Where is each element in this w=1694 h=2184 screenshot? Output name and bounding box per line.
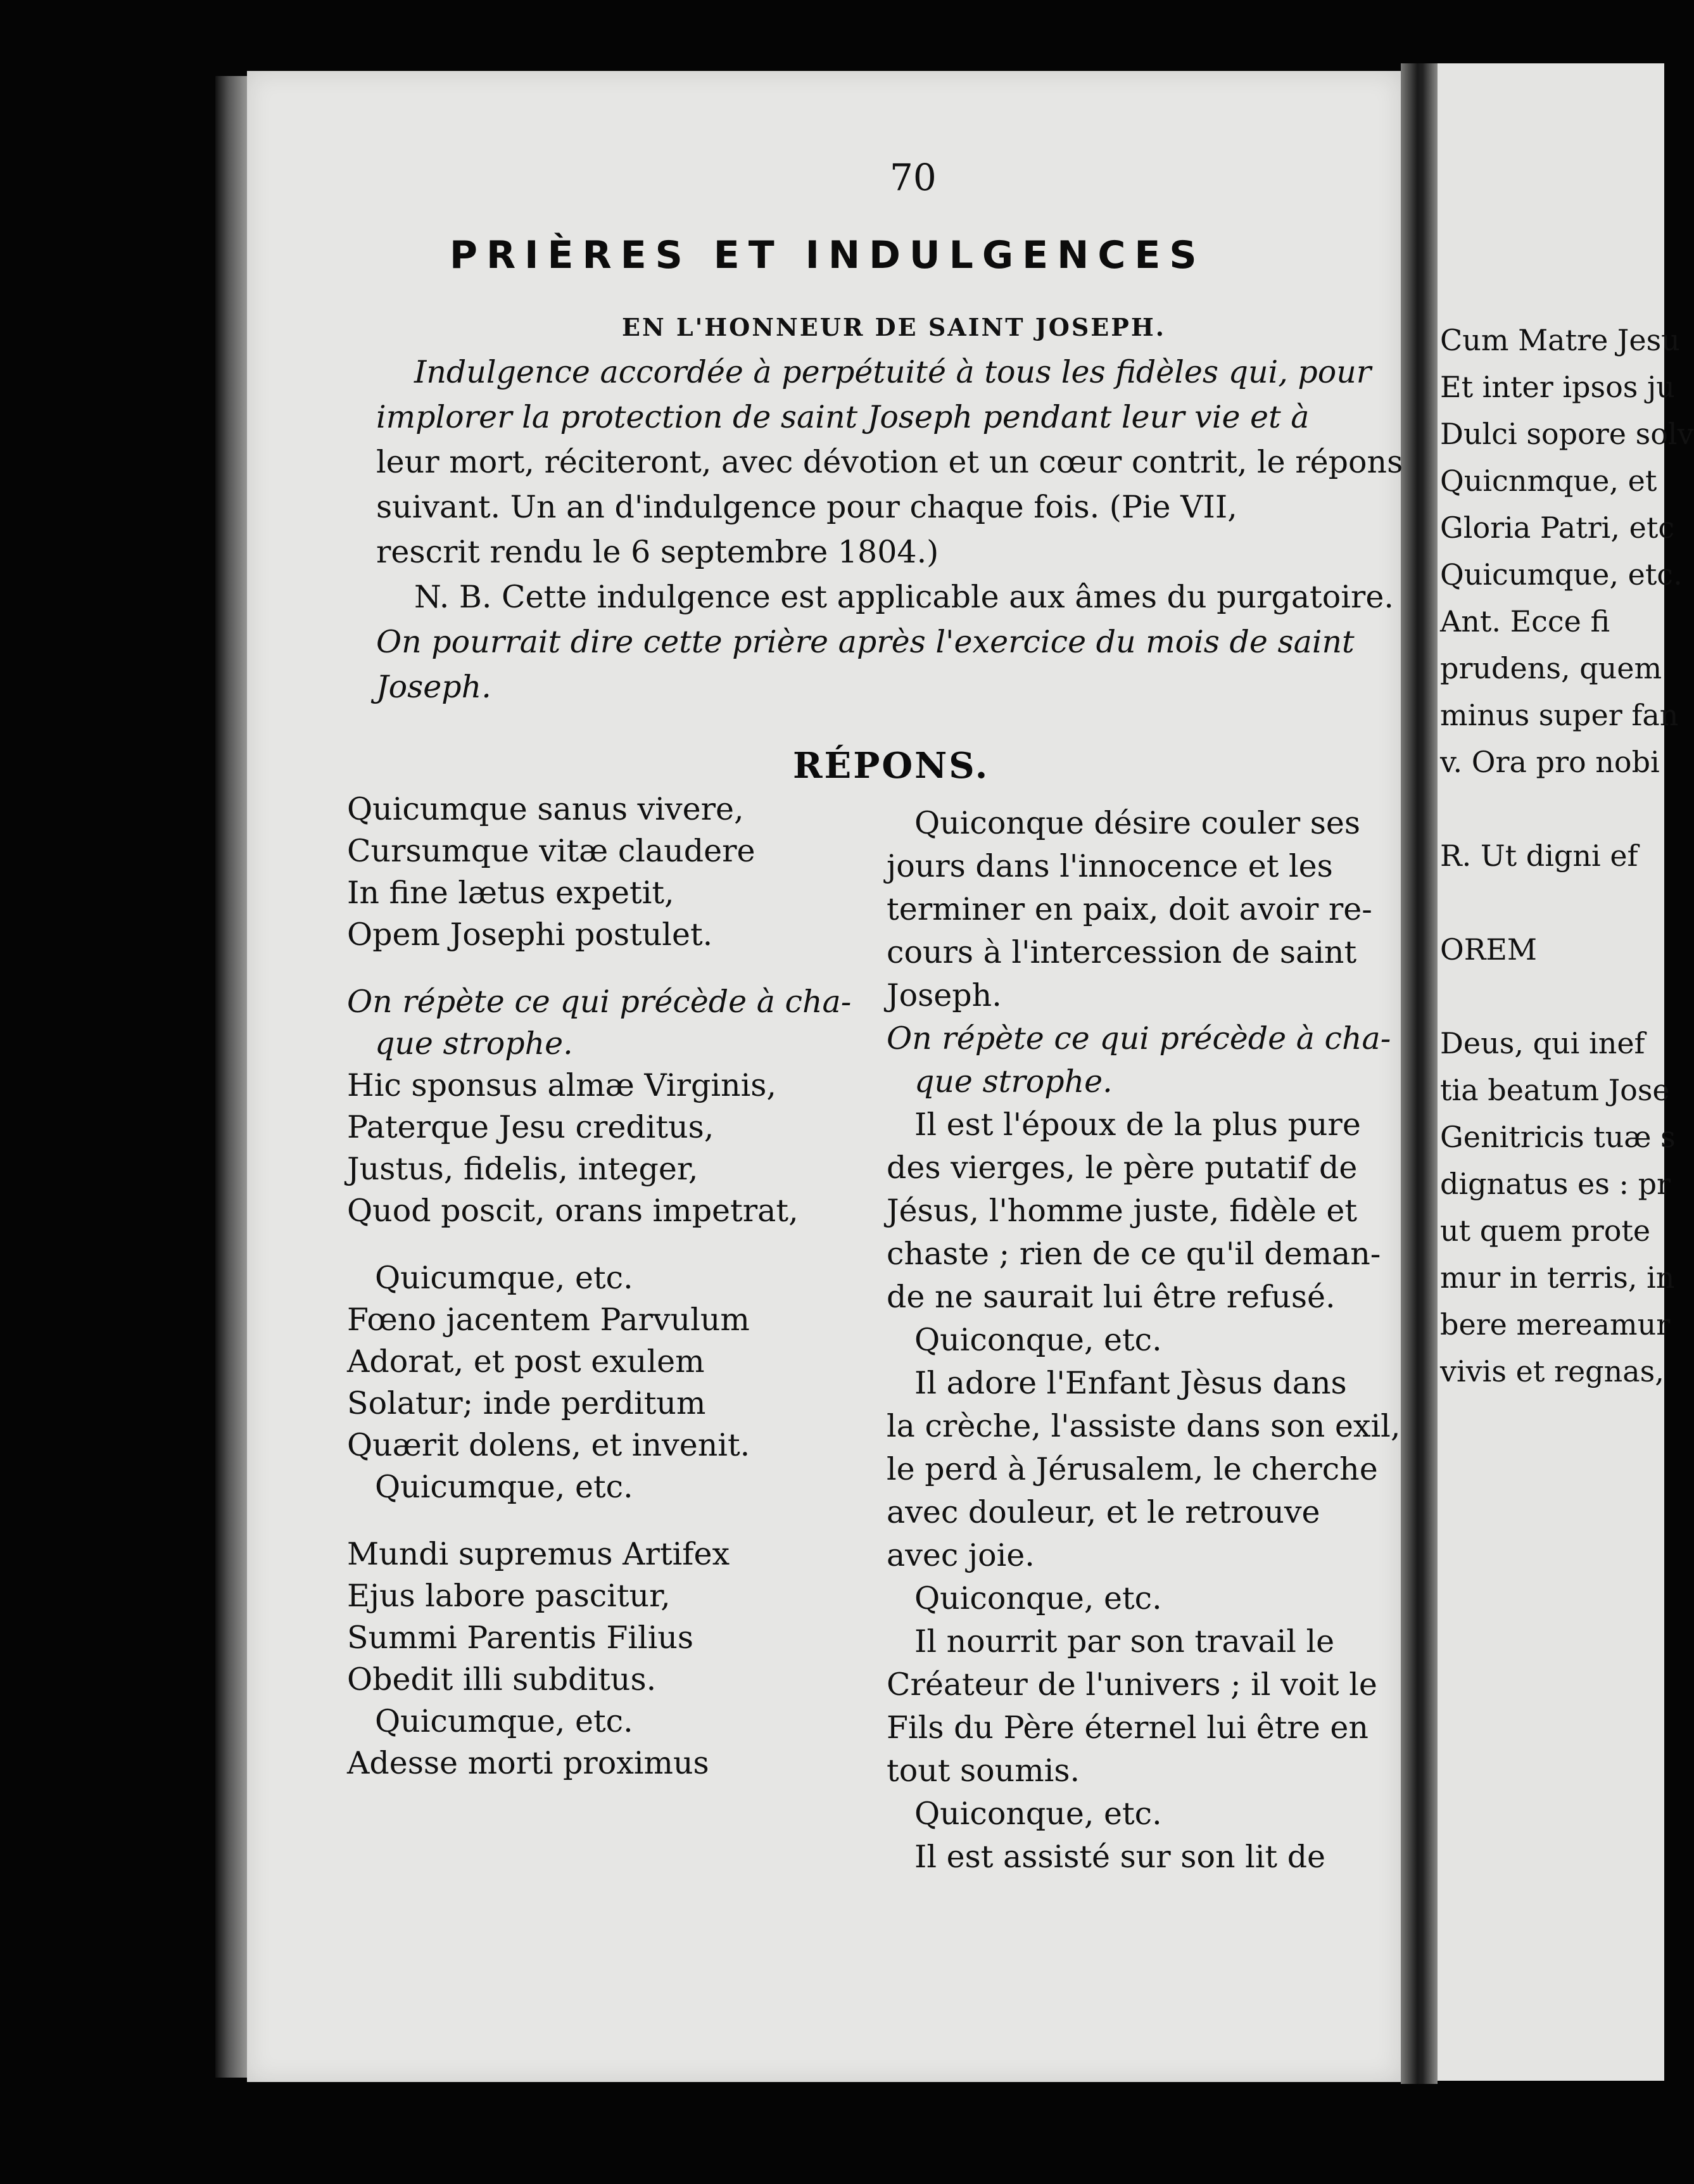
latin-verse: Cursumque vitæ claudere bbox=[347, 833, 755, 869]
french-rubric: On répète ce qui précède à cha- bbox=[887, 1020, 1391, 1057]
right-page-line: Gloria Patri, etc bbox=[1440, 511, 1675, 545]
right-page-line: Ant. Ecce fi bbox=[1440, 604, 1610, 638]
french-line: Quiconque désire couler ses bbox=[914, 805, 1361, 841]
right-page-line: OREM bbox=[1440, 932, 1538, 967]
french-rubric: que strophe. bbox=[914, 1063, 1113, 1100]
latin-column bbox=[347, 789, 892, 1784]
right-page-line: mur in terris, in bbox=[1440, 1260, 1675, 1295]
french-column bbox=[887, 802, 1401, 1879]
latin-verse: Hic sponsus almæ Virginis, bbox=[347, 1067, 777, 1103]
latin-verse: Justus, fidelis, integer, bbox=[347, 1151, 698, 1187]
french-line: des vierges, le père putatif de bbox=[887, 1150, 1358, 1186]
right-page-line: R. Ut digni ef bbox=[1440, 839, 1638, 873]
french-line: de ne saurait lui être refusé. bbox=[887, 1279, 1336, 1315]
right-page-line: ut quem prote bbox=[1440, 1214, 1651, 1248]
french-line: Créateur de l'univers ; il voit le bbox=[887, 1667, 1377, 1703]
latin-rubric: que strophe. bbox=[375, 1025, 573, 1062]
latin-verse: In fine lætus expetit, bbox=[347, 875, 674, 911]
latin-verse: Adesse morti proximus bbox=[347, 1745, 709, 1781]
right-page-line: Quicumque, etc. bbox=[1440, 557, 1683, 592]
latin-verse: Fœno jacentem Parvulum bbox=[347, 1302, 750, 1338]
right-page-text bbox=[1440, 317, 1694, 1395]
latin-verse: Obedit illi subditus. bbox=[347, 1661, 657, 1698]
intro-line: implorer la protection de saint Joseph pendant leur vie et à bbox=[376, 399, 1310, 435]
french-line: le perd à Jérusalem, le cherche bbox=[887, 1451, 1378, 1487]
right-page-line: minus super fan bbox=[1440, 698, 1679, 732]
french-line: jours dans l'innocence et les bbox=[887, 848, 1333, 884]
right-page-line: Dulci sopore solv bbox=[1440, 417, 1694, 451]
intro-line: Indulgence accordée à perpétuité à tous les fidèles qui, pour bbox=[414, 354, 1372, 390]
french-refrain: Quiconque, etc. bbox=[914, 1580, 1162, 1616]
french-line: Il est assisté sur son lit de bbox=[914, 1839, 1326, 1875]
latin-verse: Solatur; inde perditum bbox=[347, 1385, 706, 1421]
french-line: avec joie. bbox=[887, 1537, 1035, 1573]
french-line: Joseph. bbox=[887, 977, 1002, 1013]
french-line: Il nourrit par son travail le bbox=[914, 1623, 1335, 1660]
right-page-line: Et inter ipsos ju bbox=[1440, 370, 1675, 404]
latin-verse: Adorat, et post exulem bbox=[347, 1343, 705, 1380]
french-refrain: Quiconque, etc. bbox=[914, 1322, 1162, 1358]
intro-line: leur mort, réciteront, avec dévotion et un cœur contrit, le répons bbox=[376, 444, 1403, 480]
french-line: Fils du Père éternel lui être en bbox=[887, 1710, 1368, 1746]
book-edge bbox=[215, 76, 248, 2078]
nb-line: Joseph. bbox=[376, 669, 491, 705]
latin-rubric: On répète ce qui précède à cha- bbox=[347, 984, 852, 1020]
right-page-line: prudens, quem bbox=[1440, 651, 1662, 685]
page-title: PRIÈRES ET INDULGENCES bbox=[450, 233, 1206, 277]
nb-line: N. B. Cette indulgence est applicable aux âmes du purgatoire. bbox=[414, 579, 1394, 615]
right-page-line: v. Ora pro nobi bbox=[1440, 745, 1660, 779]
latin-verse: Mundi supremus Artifex bbox=[347, 1536, 730, 1572]
latin-verse: Opem Josephi postulet. bbox=[347, 917, 713, 953]
page-number: 70 bbox=[890, 156, 937, 199]
intro-line: rescrit rendu le 6 septembre 1804.) bbox=[376, 534, 939, 570]
section-title: RÉPONS. bbox=[793, 745, 990, 787]
page-subtitle: EN L'HONNEUR DE SAINT JOSEPH. bbox=[622, 313, 1166, 341]
right-page-line: Cum Matre Jesu bbox=[1440, 323, 1680, 357]
right-page-line: tia beatum Jose bbox=[1440, 1073, 1670, 1107]
french-line: Jésus, l'homme juste, fidèle et bbox=[887, 1193, 1358, 1229]
french-line: la crèche, l'assiste dans son exil, bbox=[887, 1408, 1401, 1444]
right-page-line bbox=[1440, 879, 1694, 926]
latin-refrain: Quicumque, etc. bbox=[375, 1260, 633, 1296]
latin-verse: Ejus labore pascitur, bbox=[347, 1578, 671, 1614]
latin-refrain: Quicumque, etc. bbox=[375, 1469, 633, 1505]
latin-verse: Summi Parentis Filius bbox=[347, 1620, 694, 1656]
french-line: tout soumis. bbox=[887, 1753, 1080, 1789]
right-page bbox=[1438, 63, 1694, 2081]
latin-verse: Quærit dolens, et invenit. bbox=[347, 1427, 750, 1463]
french-line: cours à l'intercession de saint bbox=[887, 934, 1357, 970]
book-gutter bbox=[1401, 63, 1438, 2084]
french-line: terminer en paix, doit avoir re- bbox=[887, 891, 1372, 927]
french-line: chaste ; rien de ce qu'il deman- bbox=[887, 1236, 1381, 1272]
french-line: Il adore l'Enfant Jèsus dans bbox=[914, 1365, 1347, 1401]
intro-line: suivant. Un an d'indulgence pour chaque fois. (Pie VII, bbox=[376, 489, 1237, 525]
right-page-line bbox=[1440, 973, 1694, 1020]
right-page-line: Genitricis tuæ s bbox=[1440, 1120, 1676, 1154]
latin-verse: Quicumque sanus vivere, bbox=[347, 791, 744, 827]
right-page-line: bere mereamur bbox=[1440, 1307, 1671, 1342]
french-refrain: Quiconque, etc. bbox=[914, 1796, 1162, 1832]
right-page-line: vivis et regnas, bbox=[1440, 1354, 1664, 1388]
nb-line: On pourrait dire cette prière après l'exercice du mois de saint bbox=[376, 624, 1355, 660]
right-page-line: dignatus es : pr bbox=[1440, 1167, 1671, 1201]
french-line: avec douleur, et le retrouve bbox=[887, 1494, 1320, 1530]
intro-text bbox=[376, 350, 1402, 709]
latin-verse: Paterque Jesu creditus, bbox=[347, 1109, 714, 1145]
right-page-line: Quicnmque, et bbox=[1440, 464, 1657, 498]
latin-verse: Quod poscit, orans impetrat, bbox=[347, 1193, 799, 1229]
right-page-line bbox=[1440, 785, 1694, 832]
latin-refrain: Quicumque, etc. bbox=[375, 1703, 633, 1739]
french-line: Il est l'époux de la plus pure bbox=[914, 1107, 1361, 1143]
right-page-line: Deus, qui inef bbox=[1440, 1026, 1645, 1060]
